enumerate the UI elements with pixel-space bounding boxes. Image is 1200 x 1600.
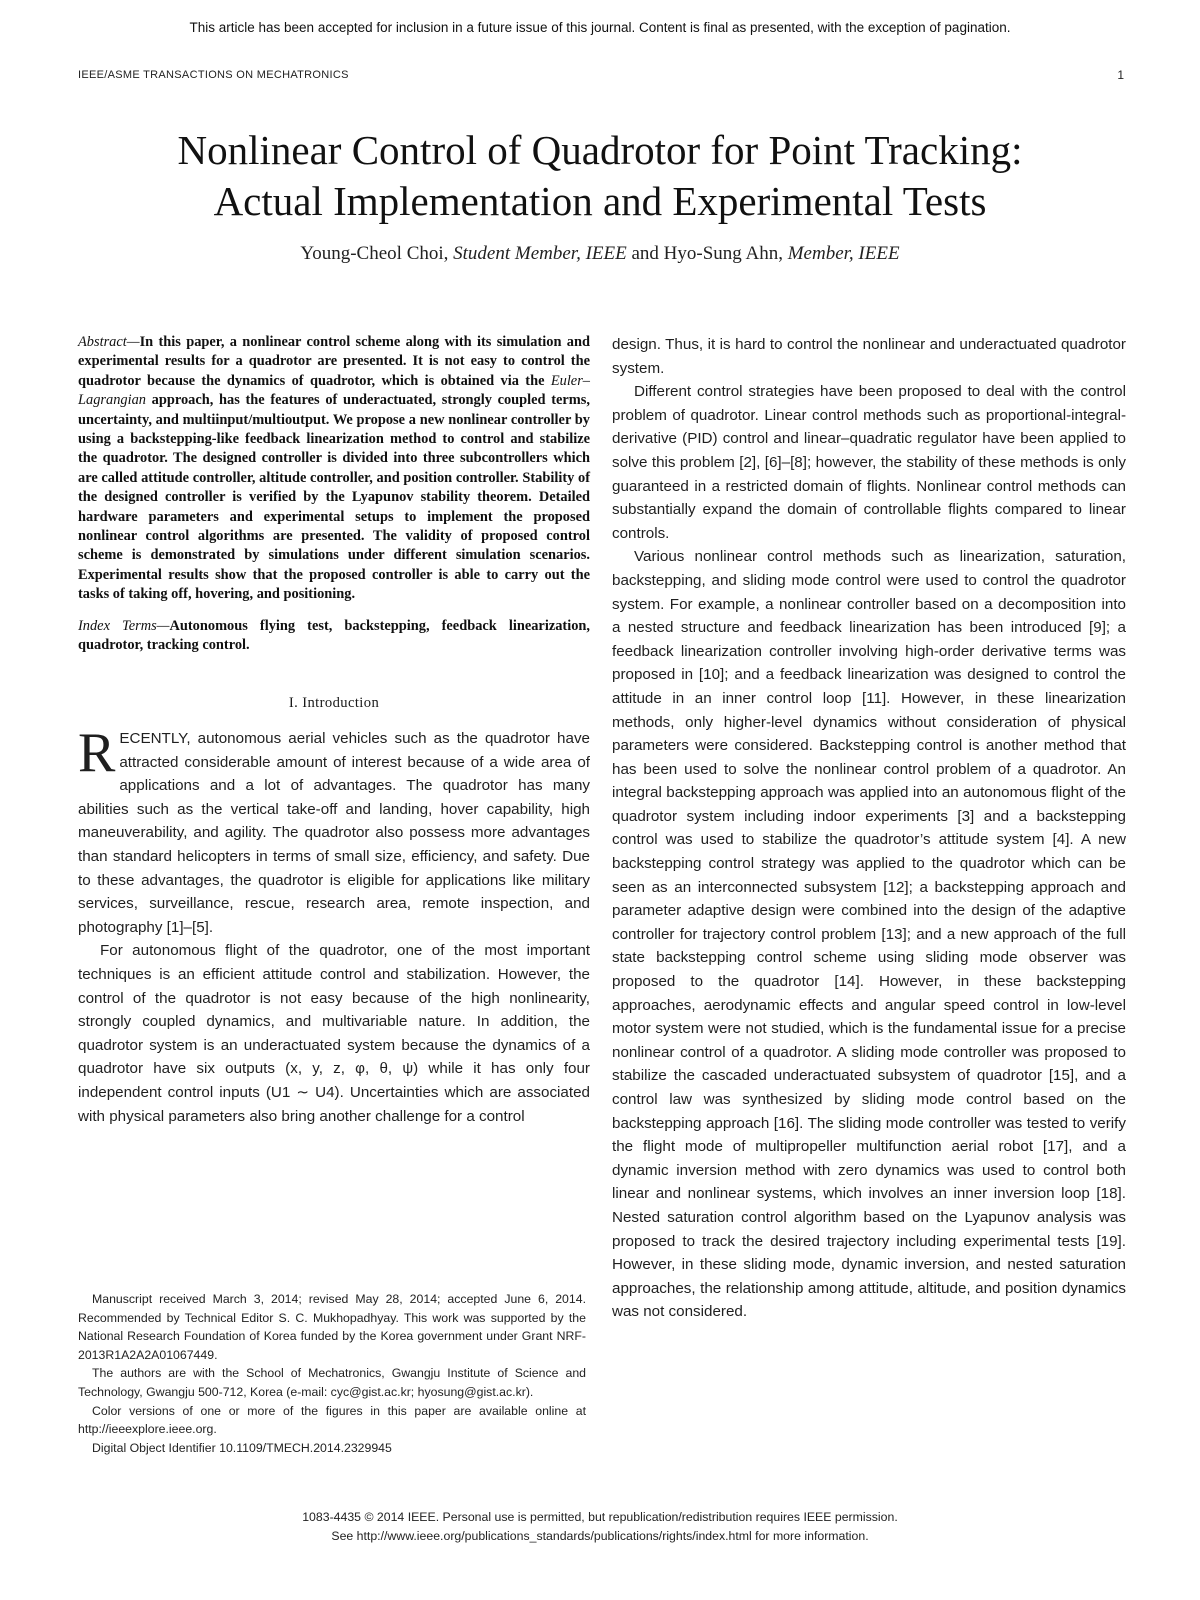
author-1-role: Student Member, IEEE <box>453 243 627 264</box>
author-2-role: Member, IEEE <box>787 243 900 264</box>
author-conjunction: and <box>631 243 659 264</box>
footnote-manuscript: Manuscript received March 3, 2014; revised May 28, 2014; accepted June 6, 2014. Recommended by Technical Editor S. C. Mukhopadhyay. This work was supported by the National Research Foundation of Korea funded by the Korea government under Grant NRF-2013R1A2A2A01067449. <box>78 1292 586 1362</box>
index-terms-label: Index Terms— <box>78 617 170 634</box>
copyright-footer <box>0 1508 1200 1546</box>
abstract-text-1: In this paper, a nonlinear control scheme along with its simulation and experimental results for a quadrotor are presented. It is not easy to control the quadrotor because the dynamics of quadrotor, which is obtained via the <box>78 334 590 389</box>
author-2-name: Hyo-Sung Ahn, <box>663 243 783 264</box>
journal-running-head: IEEE/ASME TRANSACTIONS ON MECHATRONICS <box>78 69 349 81</box>
footnote-affiliation: The authors are with the School of Mechatronics, Gwangju Institute of Science and Technology, Gwangju 500-712, Korea (e-mail: cyc@gist.ac.kr; hyosung@gist.ac.kr). <box>78 1366 586 1399</box>
drop-cap: R <box>78 722 116 785</box>
page-number: 1 <box>1117 68 1124 82</box>
copyright-line-1: 1083-4435 © 2014 IEEE. Personal use is permitted, but republication/redistribution requires IEEE permission. <box>302 1510 898 1524</box>
section-heading-introduction: I. Introduction <box>288 694 380 711</box>
intro-paragraph-1 <box>78 722 590 939</box>
footnote-doi: Digital Object Identifier 10.1109/TMECH.2014.2329945 <box>92 1440 392 1455</box>
footnote-color-versions: Color versions of one or more of the figures in this paper are available online at http://ieeexplore.ieee.org. <box>78 1403 586 1437</box>
author-line <box>0 243 1200 265</box>
author-1-name: Young-Cheol Choi, <box>300 243 449 264</box>
title-line-2: Actual Implementation and Experimental Tests <box>213 178 987 224</box>
right-column <box>612 333 1126 1324</box>
abstract-label: Abstract— <box>78 334 140 350</box>
left-column <box>78 333 590 1128</box>
index-terms <box>78 617 590 656</box>
abstract <box>78 333 590 605</box>
abstract-italic-term: Euler–Lagrangian <box>78 372 590 409</box>
paper-title <box>0 125 1200 227</box>
acceptance-notice: This article has been accepted for inclusion in a future issue of this journal. Content is final as presented, with the exception of pagination. <box>189 20 1011 35</box>
intro-paragraph-1-text: ECENTLY, autonomous aerial vehicles such as the quadrotor have attracted considerable amount of interest because of a wide area of applications and a lot of advantages. The quadrotor has many abilities such as the vertical take-off and landing, hover capability, high maneuverability, and agility. The quadrotor also possess more advantages than standard helicopters in terms of small size, efficiency, and safety. Due to these advantages, the quadrotor is eligible for applications like military services, surveillance, rescue, research area, remote inspection, and photography [1]–[5]. <box>78 730 590 936</box>
index-terms-text: Autonomous flying test, backstepping, feedback linearization, quadrotor, tracking control. <box>78 617 590 654</box>
copyright-line-2: See http://www.ieee.org/publications_standards/publications/rights/index.html for more information. <box>331 1529 869 1543</box>
abstract-text-2: approach, has the features of underactuated, strongly coupled terms, uncertainty, and multiinput/multioutput. We propose a new nonlinear controller by using a backstepping-like feedback linearization method to control and stabilize the quadrotor. The designed controller is divided into three subcontrollers which are called attitude controller, altitude controller, and position controller. Stability of the designed controller is verified by the Lyapunov stability theorem. Detailed hardware parameters and experimental setups to implement the proposed nonlinear control algorithms are presented. The validity of proposed control scheme is demonstrated by simulations under different simulation scenarios. Experimental results show that the proposed controller is able to carry out the tasks of taking off, hovering, and positioning. <box>78 392 590 603</box>
right-paragraph-1: Different control strategies have been proposed to deal with the control problem of quadrotor. Linear control methods such as proportional-integral-derivative (PID) control and linear–quadratic regulator have been applied to solve this problem [2], [6]–[8]; however, the stability of these methods is only guaranteed in a restricted domain of flights. Nonlinear control methods can substantially expand the domain of controllable flights compared to linear controls. <box>612 383 1126 542</box>
intro-paragraph-2: For autonomous flight of the quadrotor, one of the most important techniques is an efficient attitude control and stabilization. However, the control of the quadrotor is not easy because of the high nonlinearity, strongly coupled dynamics, and multivariable nature. In addition, the quadrotor system is an underactuated system because the dynamics of a quadrotor have six outputs (x, y, z, φ, θ, ψ) while it has only four independent control inputs (U1 ∼ U4). Uncertainties which are associated with physical parameters also bring another challenge for a control <box>78 942 590 1125</box>
first-page-footnote <box>78 1290 586 1457</box>
right-paragraph-2: Various nonlinear control methods such as linearization, saturation, backstepping, and sliding mode control were used to control the quadrotor system. For example, a nonlinear controller based on a decomposition into a nested structure and feedback linearization has been introduced [9]; a feedback linearization controller involving high-order derivative terms was proposed in [10]; and a feedback linearization was designed to control the attitude in an inner control loop [11]. However, in these linearization methods, only higher-level dynamics without consideration of physical parameters were considered. Backstepping control is another method that has been used to solve the nonlinear control problem of a quadrotor. An integral backstepping approach was applied into an autonomous flight of the quadrotor system including indoor experiments [3] and a backstepping control was used to stabilize the quadrotor’s attitude system [4]. A new backstepping control strategy was applied to the quadrotor which can be seen as an interconnected subsystem [12]; a backstepping approach and parameter adaptive design were combined into the design of the adaptive controller for trajectory control problem [13]; and a new approach of the full state backstepping control scheme using sliding mode observer was proposed to the quadrotor [14]. However, in these backstepping approaches, aerodynamic effects and angular speed control in low-level motor system were not studied, which is the fundamental issue for a precise nonlinear control of a quadrotor. A sliding mode controller was proposed to stabilize the cascaded underactuated subsystem of quadrotor [15], and a control law was synthesized by sliding mode control based on the backstepping approach [16]. The sliding mode controller was tested to verify the flight mode of multipropeller multifunction aerial robot [17], and a dynamic inversion method with zero dynamics was used to control both linear and nonlinear systems, which involves an inner inversion loop [18]. Nested saturation control algorithm based on the Lyapunov analysis was proposed to track the desired trajectory including experimental tests [19]. However, in these sliding mode, dynamic inversion, and nested saturation approaches, the relationship among attitude, altitude, and position dynamics was not considered. <box>612 548 1126 1321</box>
right-paragraph-0: design. Thus, it is hard to control the nonlinear and underactuated quadrotor system. <box>612 336 1126 377</box>
title-line-1: Nonlinear Control of Quadrotor for Point Tracking: <box>177 127 1023 173</box>
